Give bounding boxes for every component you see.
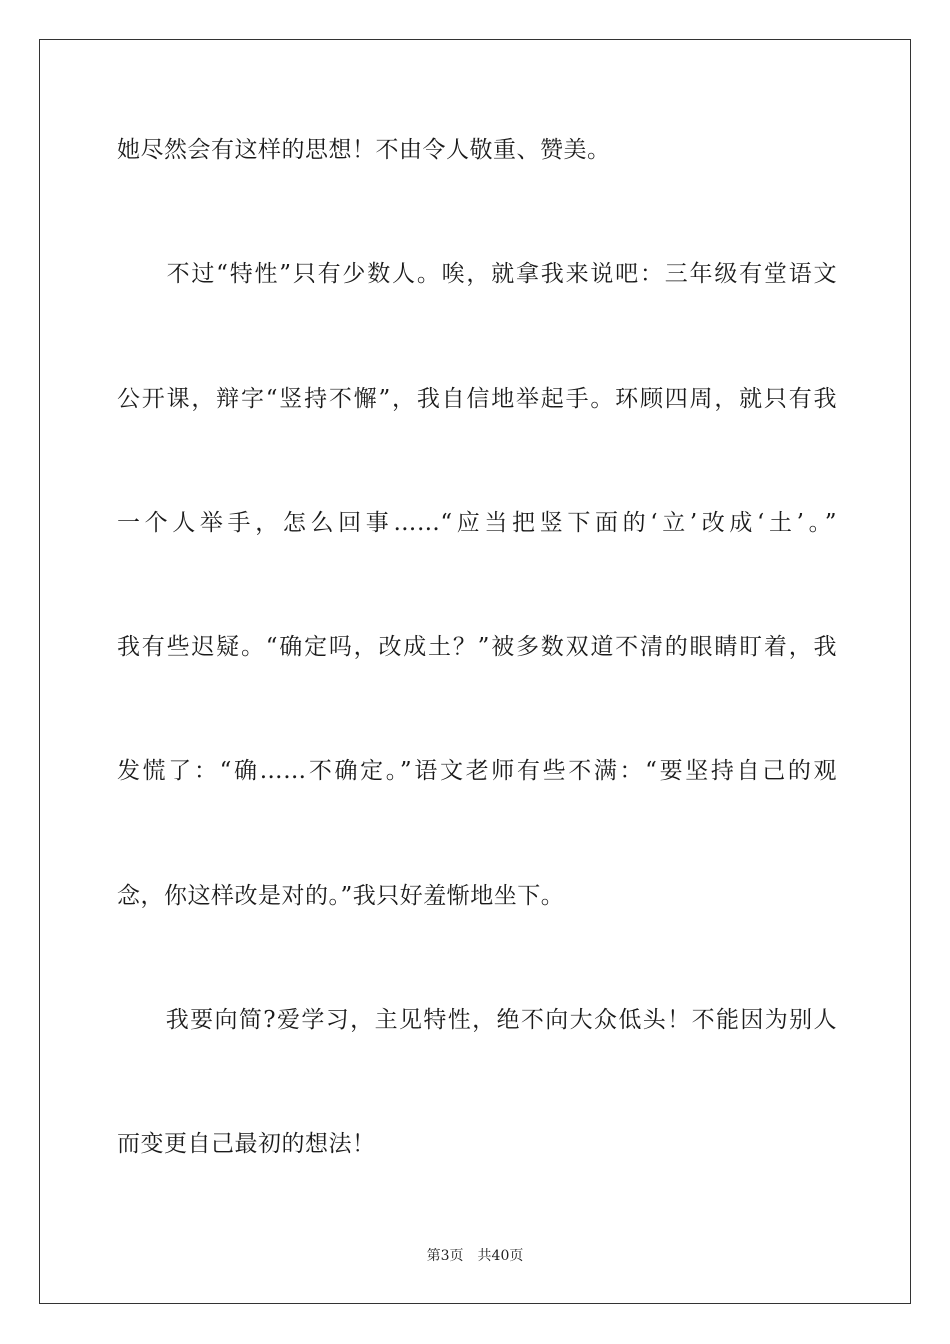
text-line-9: 而变更自己最初的想法！ [117,1131,376,1157]
text-line-4: 一个人举手，怎么回事……“应当把竖下面的‘立’改成‘土’。” [117,510,837,536]
text-line-5: 我有些迟疑。“确定吗，改成土？”被多数双道不清的眼睛盯着，我 [117,634,837,660]
text-line-2: 不过“特性”只有少数人。唉，就拿我来说吧：三年级有堂语文 [117,261,837,287]
page-border [39,39,911,1304]
text-line-7: 念，你这样改是对的。”我只好羞惭地坐下。 [117,883,565,909]
page-total: 共40页 [477,1248,524,1264]
text-line-6: 发慌了：“确……不确定。”语文老师有些不满：“要坚持自己的观 [117,758,837,784]
text-line-8: 我要向简?爱学习，主见特性，绝不向大众低头！不能因为别人 [117,1007,837,1033]
text-line-1: 她尽然会有这样的思想！不由令人敬重、赞美。 [117,137,611,163]
page-footer [0,1247,950,1265]
page-number: 第3页 [426,1248,464,1264]
text-line-3: 公开课，辩字“竖持不懈”，我自信地举起手。环顾四周，就只有我 [117,386,837,412]
